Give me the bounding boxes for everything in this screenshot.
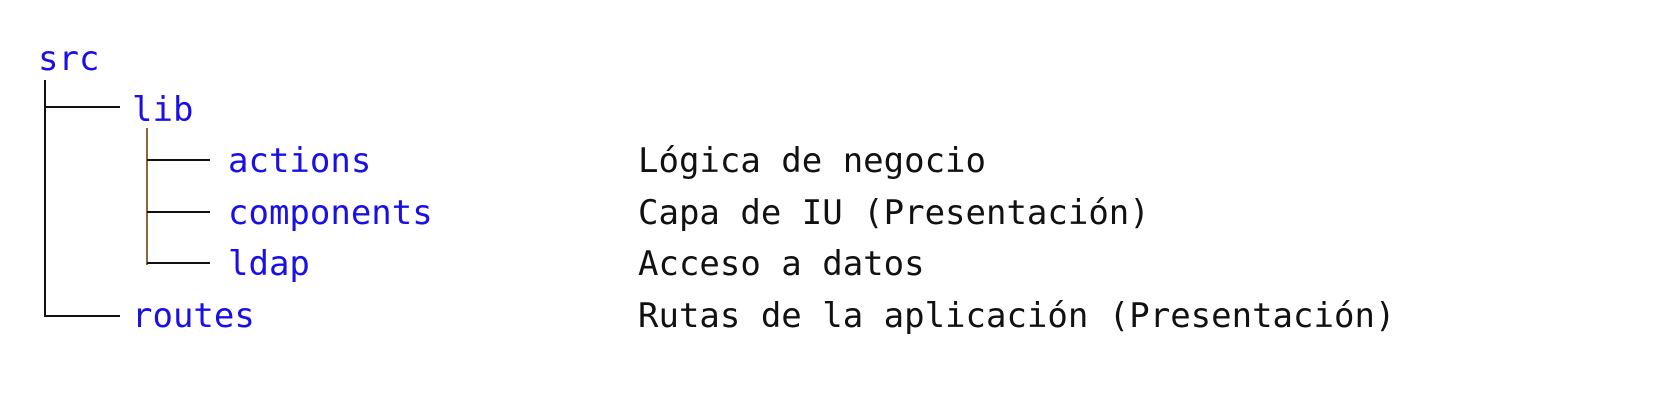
folder-ldap: ldap bbox=[228, 244, 310, 284]
description-routes: Rutas de la aplicación (Presentación) bbox=[638, 296, 1396, 336]
folder-lib: lib bbox=[132, 90, 194, 130]
description-actions: Lógica de negocio bbox=[638, 141, 986, 181]
folder-routes: routes bbox=[132, 296, 255, 336]
description-ldap: Acceso a datos bbox=[638, 244, 925, 284]
folder-src: src bbox=[38, 39, 100, 79]
description-components: Capa de IU (Presentación) bbox=[638, 193, 1150, 233]
folder-actions: actions bbox=[228, 141, 372, 181]
folder-components: components bbox=[228, 193, 433, 233]
